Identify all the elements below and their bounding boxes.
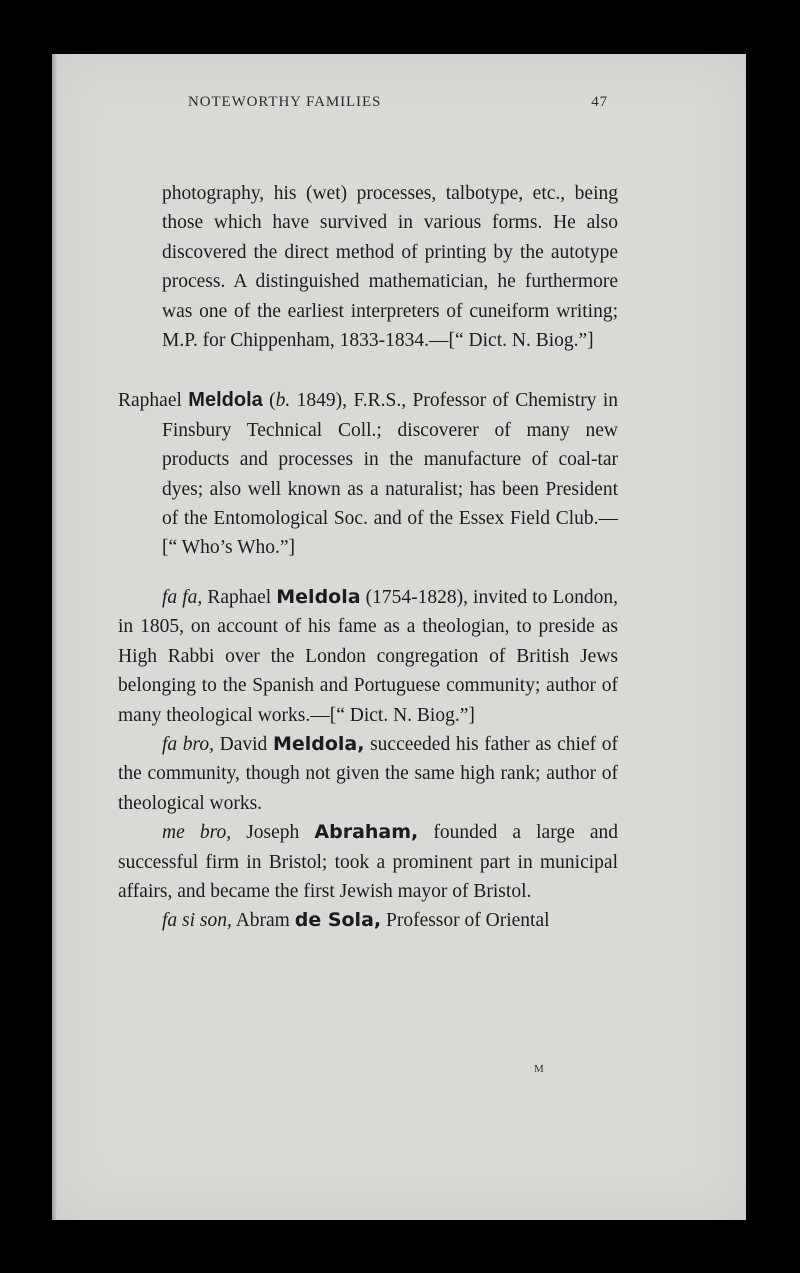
entry-text: 1849), F.R.S., Professor of Chemistry in Finsbury Technical Coll.; discoverer of many new products and processes in the manufacture of coal-tar dyes; also well known as a naturalist; has been President of the Entomological Soc. and of the Essex Field Club.—[“ Who’s Who.”] <box>162 390 619 559</box>
entry-text: Professor of Oriental <box>381 910 550 932</box>
entry-text: (1754-1828), invited to London, in 1805, on account of his fame as a theologian, to preside as High Rabbi over the London congregation of British Jews belonging to the Spanish and Portuguese community; author of many theological works.—[“ Dict. N. Biog.”] <box>118 586 618 726</box>
surname: Abraham, <box>314 821 419 844</box>
born-label: b. <box>275 390 291 412</box>
page-number: 47 <box>591 94 608 110</box>
running-title: NOTEWORTHY FAMILIES <box>188 94 382 110</box>
entry-prefix: Abram <box>231 910 295 932</box>
relation: fa fa, <box>162 586 203 608</box>
page-binding-edge <box>52 54 58 1220</box>
entry-prefix: Raphael <box>118 390 189 412</box>
entry-joseph-abraham <box>118 818 618 906</box>
paragraph-text: photography, his (wet) processes, talbotype, etc., being those which have survived in various forms. He also discovered the direct method of printing by the autotype process. A distinguished mathematician, he furthermore was one of the earliest interpreters of cuneiform writing; M.P. for Chippenham, 1833-1834.—[“ Dict. N. Biog.”] <box>162 183 618 352</box>
entry-prefix: Joseph <box>231 822 315 844</box>
entry-text: founded a large and successful firm in Bristol; took a prominent part in municipal affairs, and became the first Jewish mayor of Bristol. <box>118 822 619 902</box>
surname: Meldola, <box>272 732 365 755</box>
surname: Meldola <box>276 585 361 608</box>
relation: fa si son, <box>162 910 232 932</box>
surname: Meldola <box>188 389 263 412</box>
entry-david-meldola <box>118 730 618 818</box>
entry-prefix: David <box>214 733 273 755</box>
entry-prefix: Raphael <box>202 586 277 608</box>
surname: de Sola, <box>294 909 382 932</box>
relation: fa bro, <box>162 733 215 755</box>
body-text <box>118 179 618 936</box>
continued-paragraph <box>118 179 618 355</box>
entry-raphael-meldola-1849: Raphael Meldola (b. 1849), F.R.S., Professor of Chemistry in Finsbury Technical Coll.; discoverer of many new products and processes in the manufacture of coal-tar dyes; also well known as a naturalist; has been President of the Entomological Soc. and of the Essex Field Club.—[“ Who’s Who.”] <box>118 389 619 559</box>
relation: me bro, <box>162 822 232 844</box>
signature-mark: M <box>534 1063 545 1075</box>
entry-abram-de-sola <box>118 906 618 935</box>
entry-raphael-meldola-1754 <box>118 583 618 730</box>
entry-text: succeeded his father as chief of the community, though not given the same high rank; author of theological works. <box>118 733 618 814</box>
